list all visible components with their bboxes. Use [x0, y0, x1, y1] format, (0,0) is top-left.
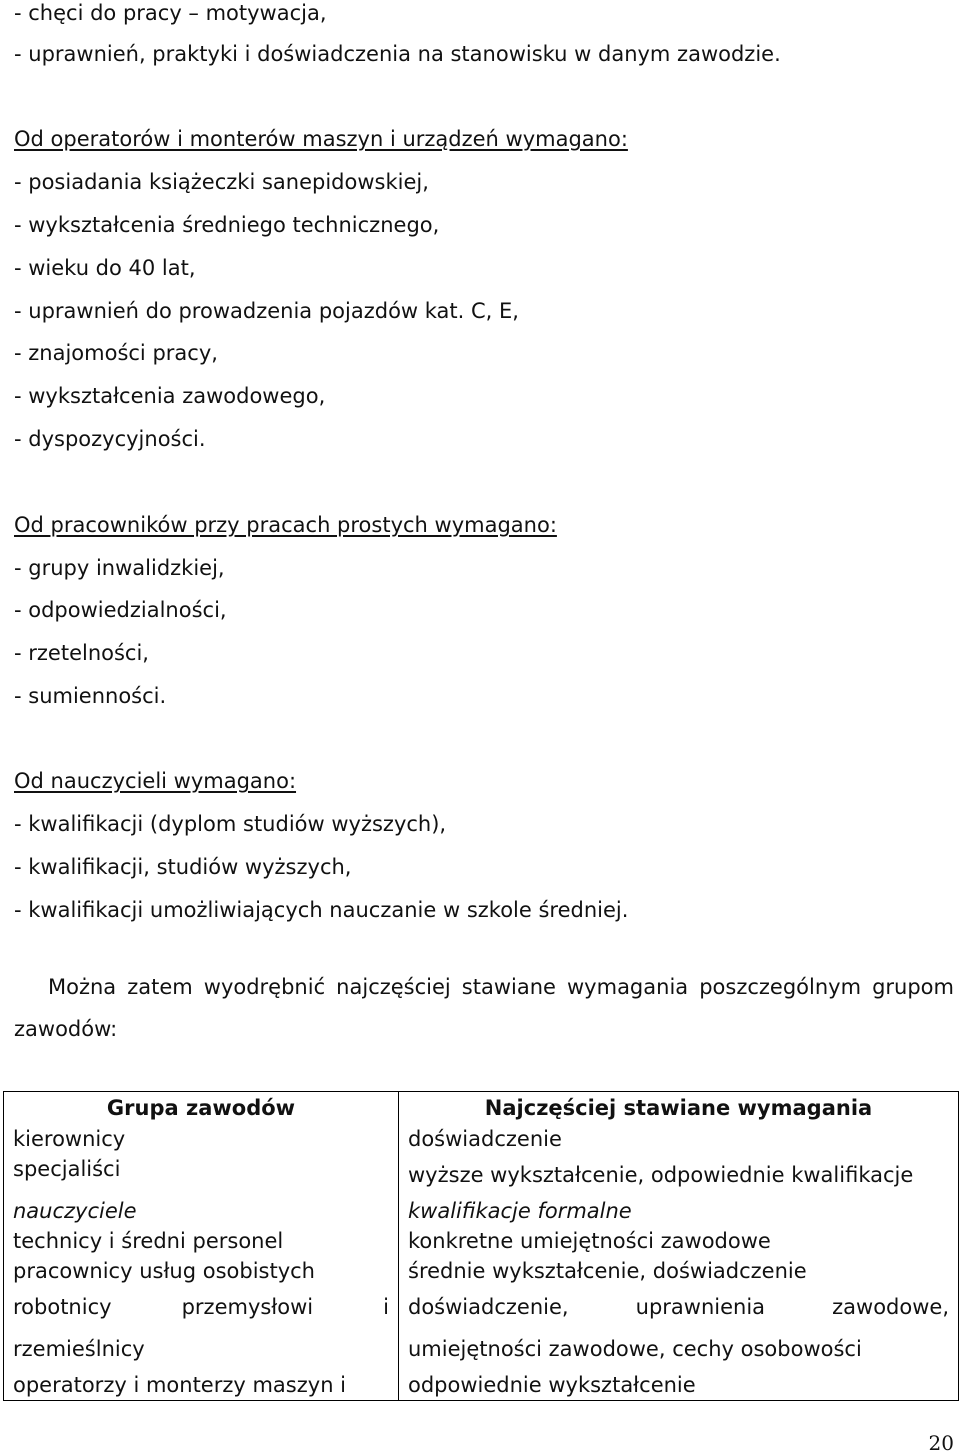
list-item: - rzetelności,	[14, 641, 149, 665]
list-item: - uprawnień do prowadzenia pojazdów kat. C, E,	[14, 299, 519, 323]
cell-requirements: doświadczenie, uprawnienia zawodowe, umiejętności zawodowe, cechy osobowości	[399, 1286, 959, 1370]
cell-requirements: średnie wykształcenie, doświadczenie	[399, 1256, 959, 1286]
table-row	[4, 1196, 959, 1226]
list-item: - kwalifikacji, studiów wyższych,	[14, 855, 352, 879]
section-heading-operators: Od operatorów i monterów maszyn i urządzeń wymagano:	[14, 127, 628, 151]
cell-requirements: wyższe wykształcenie, odpowiednie kwalifikacje	[399, 1154, 959, 1196]
list-item: - dyspozycyjności.	[14, 427, 206, 451]
list-item: - wykształcenia średniego technicznego,	[14, 213, 440, 237]
cell-requirements: doświadczenie	[399, 1124, 959, 1154]
table-row	[4, 1256, 959, 1286]
requirements-table	[3, 1091, 959, 1401]
list-item: - znajomości pracy,	[14, 341, 218, 365]
cell-group: pracownicy usług osobistych	[4, 1256, 399, 1286]
cell-group: operatorzy i monterzy maszyn i	[4, 1370, 399, 1401]
table-row	[4, 1226, 959, 1256]
column-header-group: Grupa zawodów	[4, 1092, 399, 1125]
text-line: - uprawnień, praktyki i doświadczenia na stanowisku w danym zawodzie.	[14, 42, 781, 66]
list-item: - sumienności.	[14, 684, 167, 708]
cell-requirements: konkretne umiejętności zawodowe	[399, 1226, 959, 1256]
list-item: - kwalifikacji (dyplom studiów wyższych),	[14, 812, 447, 836]
table-row	[4, 1124, 959, 1154]
cell-group: technicy i średni personel	[4, 1226, 399, 1256]
list-item: - wieku do 40 lat,	[14, 256, 196, 280]
list-item: - posiadania książeczki sanepidowskiej,	[14, 170, 429, 194]
cell-group: kierownicy	[4, 1124, 399, 1154]
table-header-row	[4, 1092, 959, 1125]
text-line: - chęci do pracy – motywacja,	[14, 1, 327, 25]
section-heading-simple-work: Od pracowników przy pracach prostych wymagano:	[14, 513, 557, 537]
table-row	[4, 1154, 959, 1196]
list-item: - odpowiedzialności,	[14, 598, 227, 622]
cell-group: robotnicy przemysłowi i rzemieślnicy	[4, 1286, 399, 1370]
cell-group: specjaliści	[4, 1154, 399, 1196]
cell-group: nauczyciele	[4, 1196, 399, 1226]
cell-requirements: odpowiednie wykształcenie	[399, 1370, 959, 1401]
cell-requirements: kwalifikacje formalne	[399, 1196, 959, 1226]
list-item: - wykształcenia zawodowego,	[14, 384, 326, 408]
section-heading-teachers: Od nauczycieli wymagano:	[14, 769, 297, 793]
table-row	[4, 1286, 959, 1370]
list-item: - kwalifikacji umożliwiających nauczanie w szkole średniej.	[14, 898, 629, 922]
intro-paragraph: Można zatem wyodrębnić najczęściej stawiane wymagania poszczególnym grupom zawodów:	[14, 975, 954, 1041]
list-item: - grupy inwalidzkiej,	[14, 556, 225, 580]
page-number: 20	[928, 1431, 954, 1455]
table-row	[4, 1370, 959, 1401]
column-header-requirements: Najczęściej stawiane wymagania	[399, 1092, 959, 1125]
